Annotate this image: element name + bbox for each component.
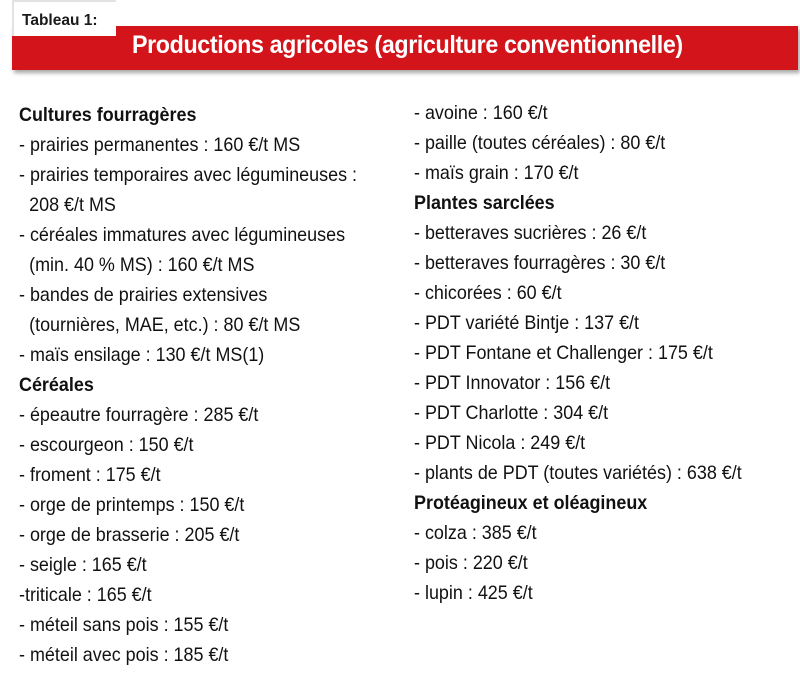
list-item: - maïs ensilage : 130 €/t MS(1) [19, 344, 265, 366]
list-item: - pois : 220 €/t [414, 552, 528, 574]
list-item: - prairies temporaires avec légumineuses : [19, 164, 358, 186]
list-item: - betteraves fourragères : 30 €/t [414, 252, 666, 274]
list-item: - lupin : 425 €/t [414, 582, 533, 604]
list-item: - PDT Innovator : 156 €/t [414, 372, 611, 394]
right-column [414, 98, 798, 608]
list-item: - céréales immatures avec légumineuses [19, 224, 346, 246]
list-item: - PDT variété Bintje : 137 €/t [414, 312, 640, 334]
list-item: - épeautre fourragère : 285 €/t [19, 404, 259, 426]
list-item: - méteil avec pois : 185 €/t [19, 644, 229, 666]
section-heading: Plantes sarclées [414, 192, 555, 214]
table-tag: Tableau 1: [12, 0, 116, 36]
list-item: (tournières, MAE, etc.) : 80 €/t MS [29, 314, 301, 336]
list-item: 208 €/t MS [29, 194, 116, 216]
list-item: - froment : 175 €/t [19, 464, 161, 486]
list-item: - PDT Charlotte : 304 €/t [414, 402, 609, 424]
list-item: - betteraves sucrières : 26 €/t [414, 222, 647, 244]
list-item: - plants de PDT (toutes variétés) : 638 €/t [414, 462, 742, 484]
section-heading: Protéagineux et oléagineux [414, 492, 648, 514]
list-item: - prairies permanentes : 160 €/t MS [19, 134, 301, 156]
list-item: (min. 40 % MS) : 160 €/t MS [29, 254, 255, 276]
left-column [19, 100, 409, 670]
list-item: - orge de brasserie : 205 €/t [19, 524, 240, 546]
list-item: - seigle : 165 €/t [19, 554, 147, 576]
list-item: -triticale : 165 €/t [19, 584, 152, 606]
list-item: - colza : 385 €/t [414, 522, 537, 544]
section-heading: Cultures fourragères [19, 104, 197, 126]
page-title: Productions agricoles (agriculture conventionnelle) [132, 31, 683, 59]
list-item: - bandes de prairies extensives [19, 284, 268, 306]
list-item: - escourgeon : 150 €/t [19, 434, 194, 456]
list-item: - maïs grain : 170 €/t [414, 162, 579, 184]
list-item: - chicorées : 60 €/t [414, 282, 562, 304]
list-item: - PDT Nicola : 249 €/t [414, 432, 586, 454]
list-item: - paille (toutes céréales) : 80 €/t [414, 132, 666, 154]
title-banner [12, 26, 798, 70]
list-item: - PDT Fontane et Challenger : 175 €/t [414, 342, 713, 364]
list-item: - avoine : 160 €/t [414, 102, 548, 124]
list-item: - méteil sans pois : 155 €/t [19, 614, 229, 636]
list-item: - orge de printemps : 150 €/t [19, 494, 245, 516]
section-heading: Céréales [19, 374, 94, 396]
